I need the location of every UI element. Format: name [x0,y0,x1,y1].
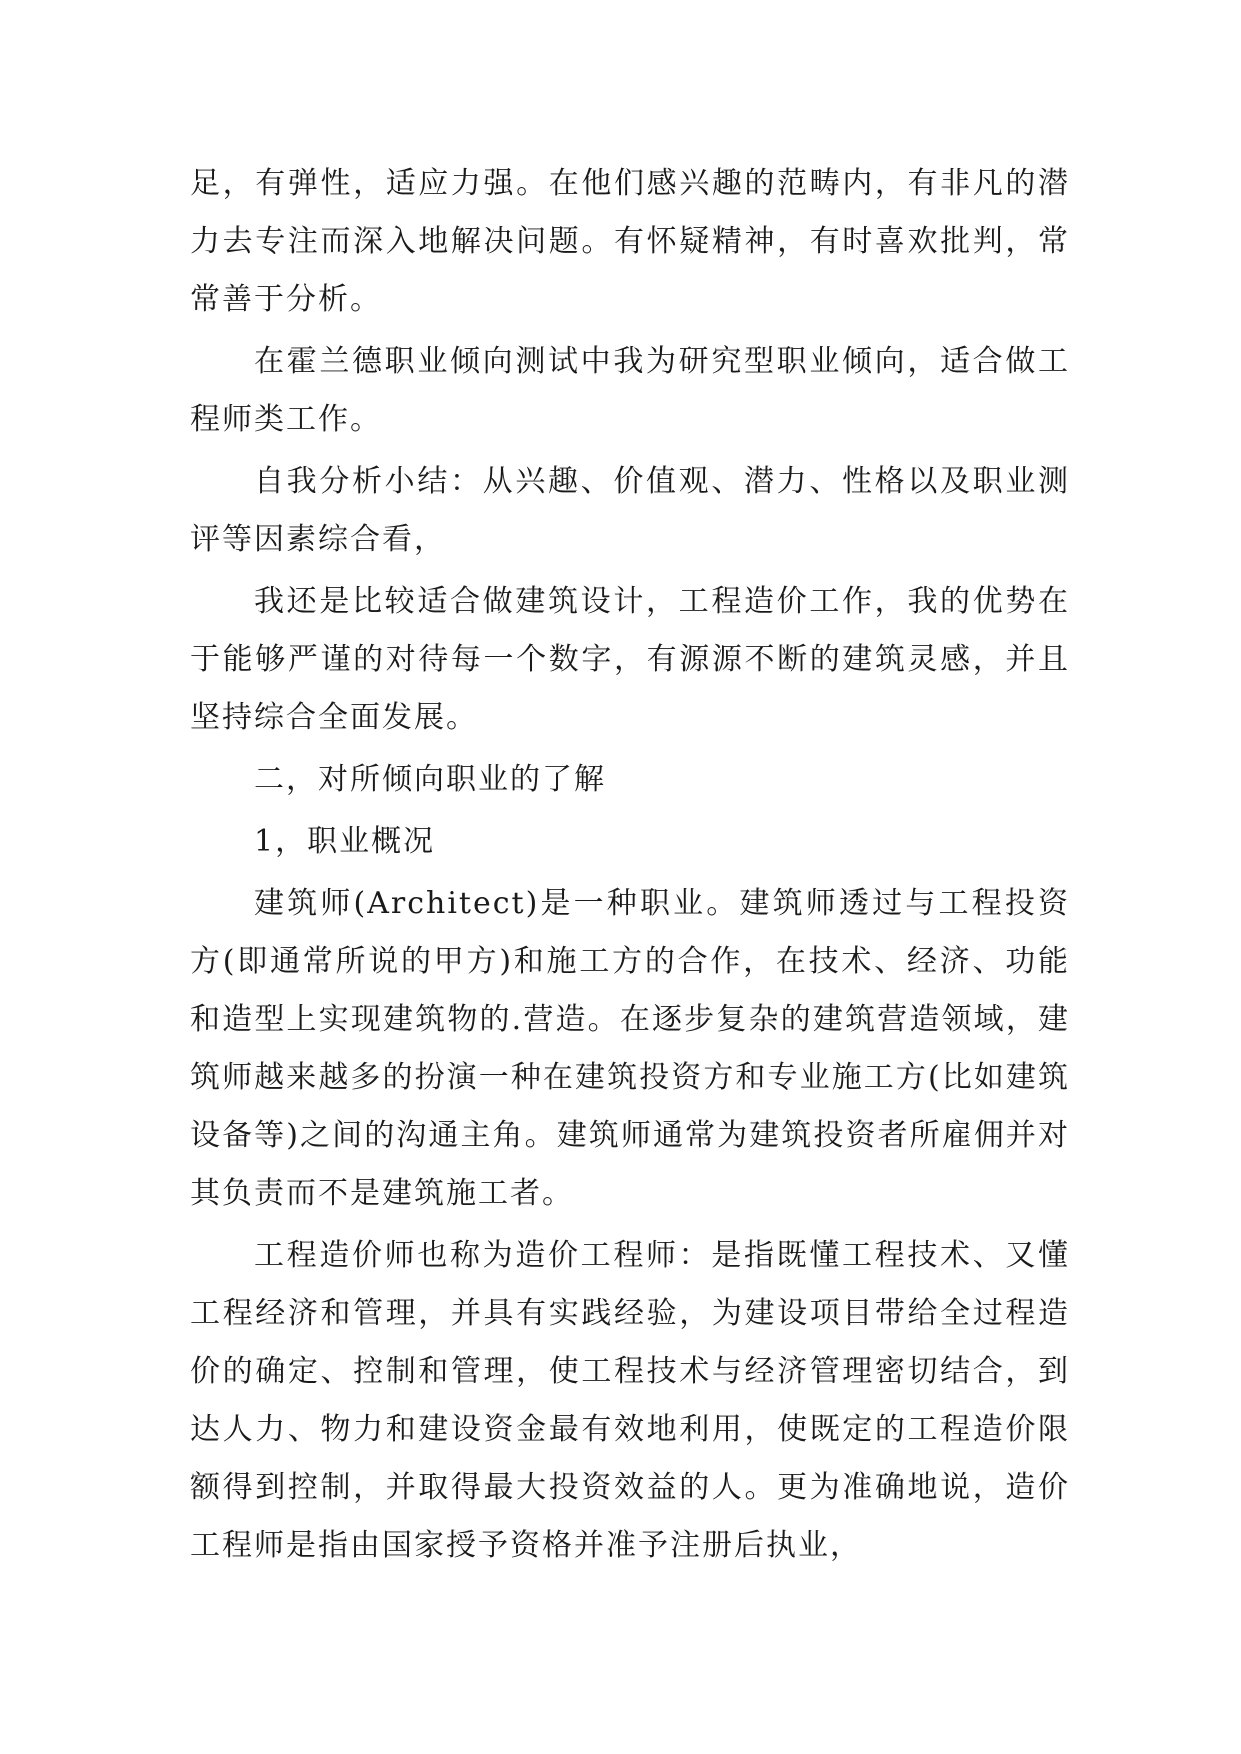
paragraph: 自我分析小结：从兴趣、价值观、潜力、性格以及职业测评等因素综合看， [190,464,1070,557]
paragraph: 建筑师(Architect)是一种职业。建筑师透过与工程投资方(即通常所说的甲方)和施工方的合作，在技术、经济、功能和造型上实现建筑物的.营造。在逐步复杂的建筑营造领域，建筑师越来越多的扮演一种在建筑投资方和专业施工方(比如建筑设备等)之间的沟通主角。建筑师通常为建筑投资者所雇佣并对其负责而不是建筑施工者。 [190,886,1070,1211]
paragraph: 足，有弹性，适应力强。在他们感兴趣的范畴内，有非凡的潜力去专注而深入地解决问题。有怀疑精神，有时喜欢批判，常常善于分析。 [190,166,1070,317]
document-body [190,155,1070,1575]
paragraph: 在霍兰德职业倾向测试中我为研究型职业倾向，适合做工程师类工作。 [190,344,1070,437]
section-heading: 二，对所倾向职业的了解 [254,762,606,797]
paragraph: 工程造价师也称为造价工程师：是指既懂工程技术、又懂工程经济和管理，并具有实践经验，为建设项目带给全过程造价的确定、控制和管理，使工程技术与经济管理密切结合，到达人力、物力和建设资金最有效地利用，使既定的工程造价限额得到控制，并取得最大投资效益的人。更为准确地说，造价工程师是指由国家授予资格并准予注册后执业， [190,1238,1070,1563]
paragraph: 我还是比较适合做建筑设计，工程造价工作，我的优势在于能够严谨的对待每一个数字，有源源不断的建筑灵感，并且坚持综合全面发展。 [190,584,1070,735]
subsection-heading: 1，职业概况 [254,824,436,859]
